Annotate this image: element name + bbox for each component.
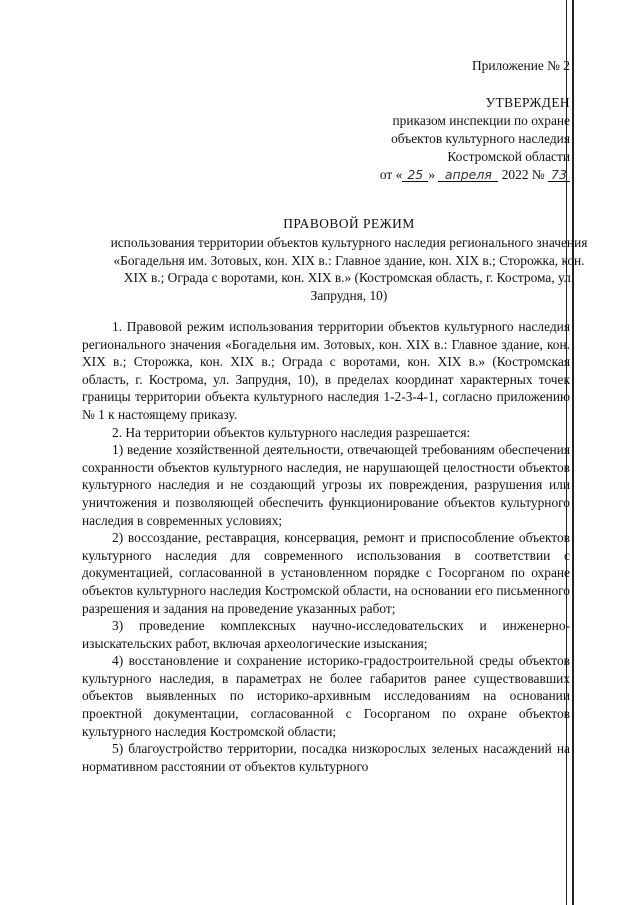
approval-block: [380, 94, 570, 184]
order-day: 25: [402, 168, 428, 182]
body-paragraph: 2) воссоздание, реставрация, консервация, ремонт и приспособление объектов культурного наследия для современного использования в соответствии с документацией, согласованной в установленном порядке с Госорганом по охране объектов культурного наследия Костромской области, на основании его письменного разрешения и задания на проведение указанных работ;: [82, 530, 570, 616]
document-subtitle: использования территории объектов культурного наследия регионального значения «Богадельня им. Зотовых, кон. XIX в.: Главное здание, кон. XIX в.; Сторожка, кон. XIX в.; Ограда с воротами, кон. XIX в.» (Костромская область, г. Кострома, ул. Запрудня, 10): [110, 235, 588, 303]
document-title: ПРАВОВОЙ РЕЖИМ: [283, 216, 415, 231]
scan-artifact-line: [572, 0, 574, 905]
body-paragraph: 3) проведение комплексных научно-исследовательских и инженерно-изыскательских работ, включая археологические изыскания;: [82, 618, 570, 651]
approval-line: приказом инспекции по охране: [392, 113, 570, 128]
date-prefix: от «: [379, 167, 403, 182]
approved-heading: УТВЕРЖДЕН: [485, 95, 570, 110]
body-paragraph: 5) благоустройство территории, посадка низкорослых зеленых насаждений на нормативном расстоянии от объектов культурного: [82, 741, 570, 774]
body-paragraph: 1) ведение хозяйственной деятельности, отвечающей требованиям обеспечения сохранности объектов культурного наследия, не нарушающей целостности объектов культурного наследия и не создающий угрозы их повреждения, разрушения или уничтожения и позволяющей обеспечить функционирование объектов культурного наследия в современных условиях;: [82, 442, 570, 528]
body-paragraph: 4) восстановление и сохранение историко-градостроительной среды объектов культурного наследия, в параметрах не более габаритов ранее существовавших объектов выявленных по историко-архивным исследованиям на основании проектной документации, согласованной с Госорганом по охране объектов культурного наследия Костромской области;: [82, 653, 570, 739]
order-date-line: [380, 166, 570, 184]
appendix-label: Приложение № 2: [471, 58, 570, 73]
date-mid: »: [428, 167, 436, 182]
body-paragraph: 1. Правовой режим использования территории объектов культурного наследия регионального значения «Богадельня им. Зотовых, кон. XIX в.: Главное здание, кон. XIX в.; Сторожка, кон. XIX в.; Ограда с воротами, кон. XIX в.» (Костромская область, г. Кострома, ул. Запрудня, 10), в пределах координат характерных точек границы территории объекта культурного наследия 1-2-3-4-1, согласно приложению № 1 к настоящему приказу.: [82, 319, 570, 422]
order-month: апреля: [438, 168, 498, 182]
order-number: 73: [548, 168, 570, 182]
title-block: [110, 215, 588, 304]
document-body: [82, 318, 570, 775]
approval-line: объектов культурного наследия: [391, 131, 570, 146]
order-year-number: 2022 №: [501, 167, 545, 182]
approval-line: Костромской области: [447, 149, 570, 164]
body-paragraph: 2. На территории объектов культурного наследия разрешается:: [112, 424, 471, 440]
